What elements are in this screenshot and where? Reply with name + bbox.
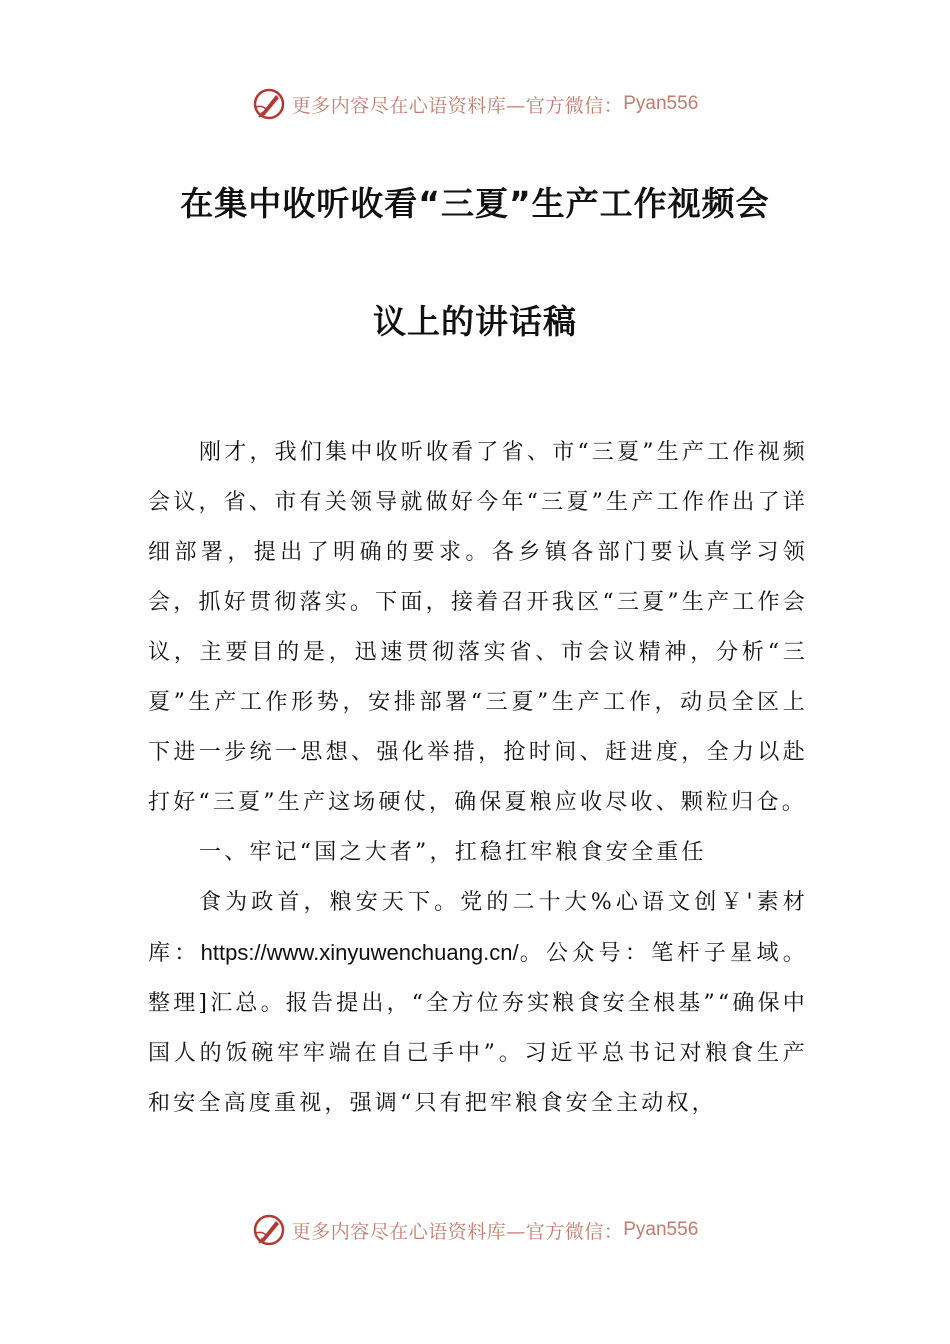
document-title-line-2: 议上的讲话稿 — [373, 302, 577, 341]
quill-logo-icon — [252, 87, 286, 121]
banner-text: 更多内容尽在心语资料库—官方微信： — [291, 94, 624, 117]
banner-wechat-id: Pyan556 — [623, 1219, 699, 1240]
paragraph-1: 刚才，我们集中收听收看了省、市“三夏”生产工作视频会议，省、市有关领导就做好今年“三夏”生产工作作出了详细部署，提出了明确的要求。各乡镇各部门要认真学习领会，抓好贯彻落实。下面，接着召开我区“三夏”生产工作会议，主要目的是，迅速贯彻落实省、市会议精神，分析“三夏”生产工作形势，安排部署“三夏”生产工作，动员全区上下进一步统一思想、强化举措，抢时间、赶进度，全力以赴打好“三夏”生产这场硬仗，确保夏粮应收尽收、颗粒归仓。 — [148, 440, 808, 815]
paragraph-3 — [148, 878, 808, 1129]
banner-wechat-id: Pyan556 — [623, 93, 699, 114]
paragraph-3-part-2: 。公众号：笔杆子星域。整理]汇总。报告提出，“全方位夯实粮食安全根基”“确保中国人的饭碗牢牢端在自己手中”。习近平总书记对粮食生产和安全高度重视，强调“只有把牢粮食安全主动权， — [148, 941, 808, 1116]
section-heading-1: 一、牢记“国之大者”，扛稳扛牢粮食安全重任 — [199, 840, 707, 865]
quill-logo-icon — [252, 1213, 286, 1247]
website-url-text: https://www.xinyuwenchuang.cn/ — [200, 940, 519, 965]
document-title-line-1: 在集中收听收看“三夏”生产工作视频会 — [180, 184, 770, 223]
banner-text: 更多内容尽在心语资料库—官方微信： — [291, 1220, 624, 1243]
paragraph-3-part-1: 食为政首，粮安天下。党的二十大%心语文创￥'素材库： — [148, 890, 808, 966]
document-body — [148, 428, 808, 1129]
header-banner — [0, 84, 950, 124]
footer-banner — [0, 1210, 950, 1250]
